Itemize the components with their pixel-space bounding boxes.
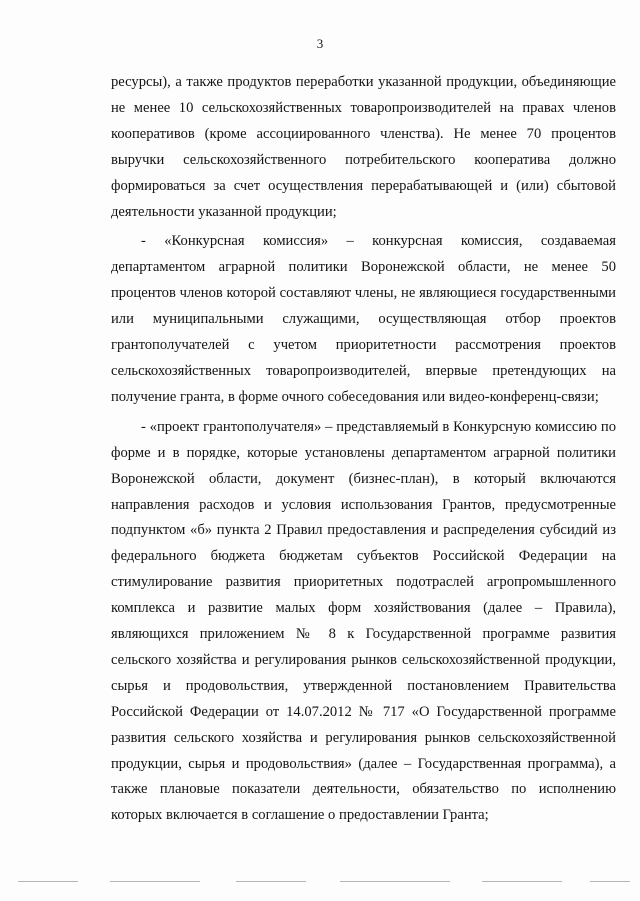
document-body [111, 70, 616, 829]
paragraph-resources: ресурсы), а также продуктов переработки указанной продукции, объединяющие не менее 10 сельскохозяйственных товаропроизводителей на правах членов кооперативов (кроме ассоциированного членства). Не менее 70 процентов выручки сельскохозяйственного потребительского кооператива должно формироваться за счет осуществления перерабатывающей и (или) сбытовой деятельности указанной продукции; [111, 74, 616, 220]
scan-edge-artifact [0, 878, 640, 886]
paragraph-grantee-project: - «проект грантополучателя» – представляемый в Конкурсную комиссию по форме и в порядке, которые установлены департаментом аграрной политики Воронежской области, документ (бизнес-план), в который включаются направления расходов и условия использования Грантов, предусмотренные подпунктом «б» пункта 2 Правил предоставления и распределения субсидий из федерального бюджета бюджетам субъектов Российской Федерации на стимулирование развития приоритетных подотраслей агропромышленного комплекса и развитие малых форм хозяйствования (далее – Правила), являющихся приложением № 8 к Государственной программе развития сельского хозяйства и регулирования рынков сельскохозяйственной продукции, сырья и продовольствия, утвержденной постановлением Правительства Российской Федерации от 14.07.2012 № 717 «О Государственной программе развития сельского хозяйства и регулирования рынков сельскохозяйственной продукции, сырья и продовольствия» (далее – Государственная программа), а также плановые показатели деятельности, обязательство по исполнению которых включается в соглашение о предоставлении Гранта; [111, 418, 616, 824]
page-number: 3 [316, 36, 324, 51]
paragraph-competition-commission: - «Конкурсная комиссия» – конкурсная комиссия, создаваемая департаментом аграрной политики Воронежской области, не менее 50 процентов членов которой составляют члены, не являющиеся государственными или муниципальными служащими, осуществляющая отбор проектов грантополучателей с учетом приоритетности рассмотрения проектов сельскохозяйственных товаропроизводителей, впервые претендующих на получение гранта, в форме очного собеседования или видео-конференц-связи; [111, 233, 616, 405]
